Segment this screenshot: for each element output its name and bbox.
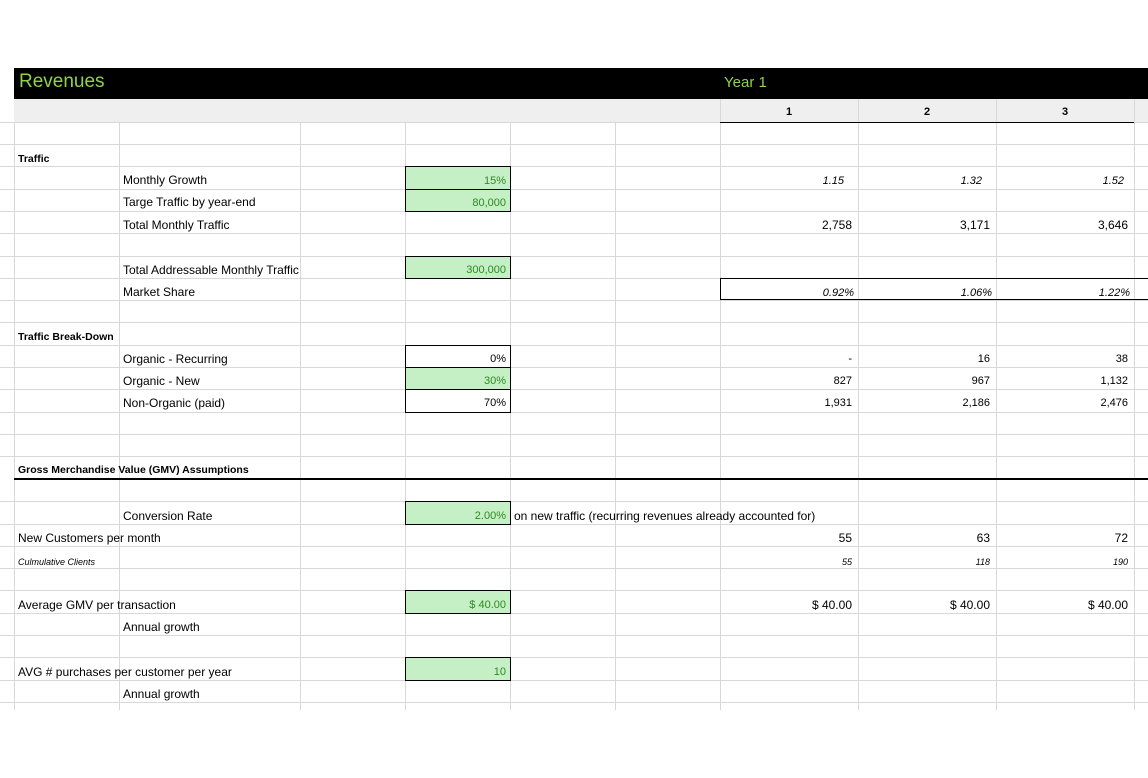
organic-recurring-value[interactable]: 0% [490, 353, 506, 365]
cumulative-clients-m1: 55 [841, 557, 852, 567]
new-customers-m1: 55 [838, 531, 852, 545]
total-addressable-value[interactable]: 300,000 [466, 264, 506, 276]
row-label-market-share: Market Share [123, 285, 196, 299]
avg-purchases-value[interactable]: 10 [493, 666, 506, 678]
header-bar [14, 68, 1148, 99]
row-label-annual-growth: Annual growth [123, 687, 200, 701]
row-label-target-traffic: Targe Traffic by year-end [123, 195, 256, 209]
organic-new-m1: 827 [833, 375, 852, 387]
market-share-m2: 1.06% [960, 287, 992, 299]
cumulative-clients-m3: 190 [1112, 557, 1128, 567]
organic-new-m2: 967 [971, 375, 990, 387]
monthly-growth-value[interactable]: 15% [483, 175, 506, 187]
gridline [0, 434, 1148, 435]
non-organic-value[interactable]: 70% [483, 397, 506, 409]
row-label-new-customers: New Customers per month [18, 531, 161, 545]
non-organic-m3: 2,476 [1100, 397, 1128, 409]
total-traffic-m1: 2,758 [821, 218, 852, 232]
total-traffic-m2: 3,171 [959, 218, 990, 232]
gridline [0, 256, 1148, 257]
gridline [0, 456, 1148, 457]
avg-gmv-m2: $ 40.00 [949, 598, 990, 612]
row-label-monthly-growth: Monthly Growth [123, 173, 208, 187]
section-traffic-breakdown: Traffic Break-Down [18, 331, 114, 343]
gridline [0, 144, 1148, 145]
row-label-avg-purchases: AVG # purchases per customer per year [18, 665, 232, 679]
gridline [0, 345, 1148, 346]
sheet-title: Revenues [19, 71, 105, 92]
avg-gmv-value[interactable]: $ 40.00 [469, 599, 506, 611]
section-traffic: Traffic [18, 153, 50, 165]
row-label-cumulative-clients: Culmulative Clients [18, 557, 96, 567]
market-share-m3: 1.22% [1098, 287, 1130, 299]
row-label-organic-recurring: Organic - Recurring [123, 352, 228, 366]
organic-recurring-m3: 38 [1115, 353, 1128, 365]
gridline [1134, 99, 1135, 710]
conversion-rate-note: on new traffic (recurring revenues already accounted for) [514, 509, 816, 523]
month-header-border [720, 122, 1134, 123]
new-customers-m3: 72 [1114, 531, 1128, 545]
non-organic-m1: 1,931 [824, 397, 852, 409]
organic-new-m3: 1,132 [1100, 375, 1128, 387]
organic-recurring-m2: 16 [977, 353, 990, 365]
gridline [0, 501, 1148, 502]
period-label: Year 1 [724, 74, 767, 91]
row-label-non-organic: Non-Organic (paid) [123, 396, 226, 410]
cumulative-clients-m2: 118 [975, 557, 990, 567]
row-label-conversion-rate: Conversion Rate [123, 509, 213, 523]
avg-gmv-m1: $ 40.00 [811, 598, 852, 612]
gridline [0, 166, 1148, 167]
monthly-growth-m1: 1.15 [822, 175, 844, 187]
target-traffic-value[interactable]: 80,000 [472, 197, 506, 209]
month-header-2: 2 [923, 106, 931, 118]
row-label-annual-growth: Annual growth [123, 620, 200, 634]
gridline [0, 657, 1148, 658]
monthly-growth-m3: 1.52 [1102, 175, 1124, 187]
gridline [0, 322, 1148, 323]
month-header-1: 1 [785, 106, 793, 118]
row-label-total-addressable: Total Addressable Monthly Traffic [123, 263, 299, 277]
row-label-total-monthly-traffic: Total Monthly Traffic [123, 218, 230, 232]
avg-gmv-m3: $ 40.00 [1087, 598, 1128, 612]
month-header-3: 3 [1061, 106, 1069, 118]
market-share-m1: 0.92% [822, 287, 854, 299]
gridline [0, 590, 1148, 591]
conversion-rate-value[interactable]: 2.00% [474, 510, 506, 522]
total-traffic-m3: 3,646 [1097, 218, 1128, 232]
organic-new-value[interactable]: 30% [483, 375, 506, 387]
monthly-growth-m2: 1.32 [960, 175, 982, 187]
organic-recurring-m1: - [848, 353, 852, 365]
section-gmv-assumptions: Gross Merchandise Value (GMV) Assumptions [18, 464, 249, 476]
new-customers-m2: 63 [976, 531, 990, 545]
non-organic-m2: 2,186 [962, 397, 990, 409]
row-label-organic-new: Organic - New [123, 374, 200, 388]
row-label-avg-gmv: Average GMV per transaction [18, 598, 176, 612]
